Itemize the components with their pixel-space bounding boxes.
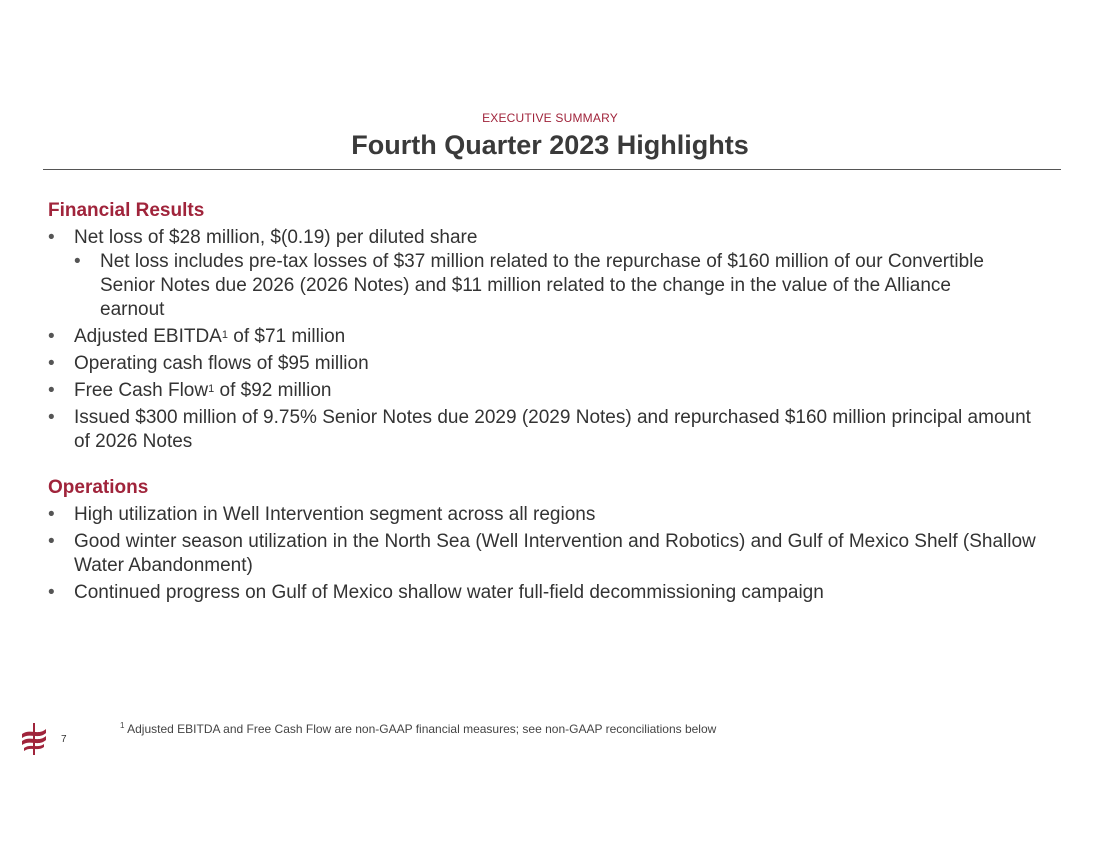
list-item	[48, 352, 1048, 376]
footnote-marker: 1	[120, 721, 125, 730]
net-loss-detail-text: Net loss includes pre-tax losses of $37 million related to the repurchase of $160 million of our Convertible Senior Notes due 2026 (2026 Notes) and $11 million related to the change in the value of the Alliance earnout	[100, 251, 984, 320]
fcf-value: of $92 million	[214, 380, 332, 401]
operating-cash-text: Operating cash flows of $95 million	[74, 353, 369, 374]
senior-notes-text: Issued $300 million of 9.75% Senior Notes due 2029 (2029 Notes) and repurchased $160 million principal amount of 2026 Notes	[74, 407, 1031, 452]
ebitda-value: of $71 million	[227, 326, 346, 347]
financial-results-list	[48, 226, 1048, 454]
financial-results-heading: Financial Results	[48, 200, 205, 221]
ebitda-label: Adjusted EBITDA	[74, 326, 222, 347]
footnote-marker: 1	[208, 383, 215, 395]
list-item	[74, 250, 1000, 322]
operations-heading: Operations	[48, 477, 149, 498]
operations-item-text: High utilization in Well Intervention segment across all regions	[74, 504, 596, 525]
list-item	[48, 581, 1048, 605]
net-loss-text: Net loss of $28 million, $(0.19) per diluted share	[74, 227, 478, 248]
operations-item-text: Continued progress on Gulf of Mexico shallow water full-field decommissioning campaign	[74, 582, 824, 603]
slide-content	[48, 199, 1048, 605]
list-item	[48, 379, 1048, 403]
title-divider	[43, 169, 1061, 170]
list-item	[48, 325, 1048, 349]
footnote	[120, 722, 716, 736]
list-item	[48, 226, 1048, 322]
operations-item-text: Good winter season utilization in the North Sea (Well Intervention and Robotics) and Gulf of Mexico Shelf (Shallow Water Abandonment)	[74, 531, 1036, 576]
section-kicker: EXECUTIVE SUMMARY	[482, 111, 618, 125]
operations-list	[48, 503, 1048, 605]
footnote-text: Adjusted EBITDA and Free Cash Flow are non-GAAP financial measures; see non-GAAP reconciliations below	[124, 722, 717, 736]
list-item	[48, 406, 1048, 454]
helix-logo-icon	[20, 722, 48, 756]
net-loss-sublist	[74, 250, 1048, 322]
list-item	[48, 503, 1048, 527]
fcf-label: Free Cash Flow	[74, 380, 209, 401]
list-item	[48, 530, 1048, 578]
footnote-marker: 1	[221, 329, 228, 341]
page-title: Fourth Quarter 2023 Highlights	[351, 130, 749, 160]
page-number: 7	[61, 734, 67, 745]
